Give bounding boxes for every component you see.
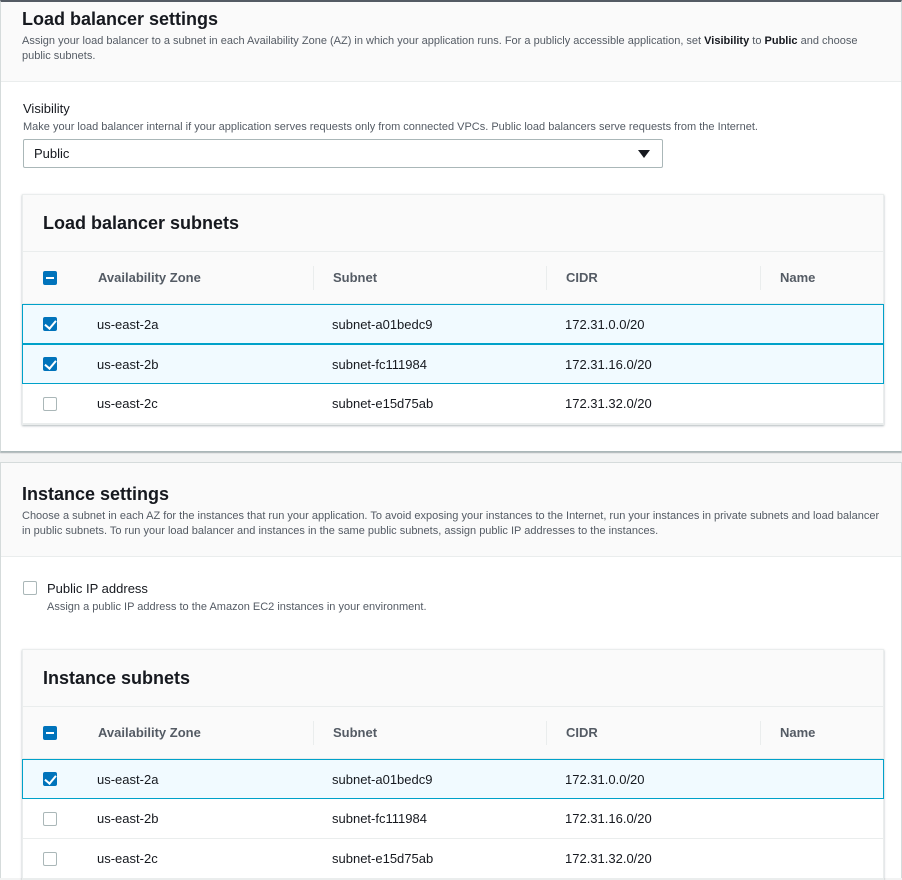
lb-desc-text-1: Assign your load balancer to a subnet in each Availability Zone (AZ) in which your application runs. For a publicly accessible application, set <box>22 35 705 47</box>
column-divider <box>760 721 761 745</box>
column-cidr[interactable]: CIDR <box>566 725 598 740</box>
table-row[interactable] <box>23 799 883 839</box>
row-subnet: subnet-e15d75ab <box>332 851 434 866</box>
public-ip-checkbox[interactable] <box>23 581 37 595</box>
table-row[interactable] <box>22 759 884 799</box>
select-all-checkbox[interactable] <box>43 271 57 285</box>
table-row[interactable] <box>22 344 884 384</box>
inst-panel-description: Choose a subnet in each AZ for the instances that run your application. To avoid exposing your instances to the Internet, run your instances in private subnets and load balancer in public subnets. To run your load balancer and instances in the same public subnets, assign public IP addresses to the instances. <box>22 510 880 537</box>
row-checkbox[interactable] <box>43 852 57 866</box>
select-all-checkbox[interactable] <box>43 726 57 740</box>
public-ip-description: Assign a public IP address to the Amazon EC2 instances in your environment. <box>47 601 427 613</box>
instance-subnets-table <box>22 649 884 880</box>
lb-panel-description <box>22 34 880 64</box>
column-subnet[interactable]: Subnet <box>333 270 378 285</box>
column-divider <box>760 266 761 290</box>
column-divider <box>546 266 547 290</box>
table-row[interactable] <box>23 839 883 879</box>
instance-settings-panel <box>0 462 902 878</box>
instance-subnets-header-row <box>23 707 883 759</box>
row-checkbox[interactable] <box>43 772 57 786</box>
row-checkbox[interactable] <box>43 317 57 331</box>
row-subnet: subnet-a01bedc9 <box>332 772 433 787</box>
visibility-select[interactable] <box>23 139 663 168</box>
visibility-label: Visibility <box>23 101 70 116</box>
visibility-description: Make your load balancer internal if your application serves requests only from connected VPCs. Public load balancers serve requests from the Internet. <box>23 121 758 133</box>
instance-subnets-title: Instance subnets <box>23 650 883 707</box>
column-divider <box>313 266 314 290</box>
row-subnet: subnet-fc111984 <box>332 811 427 826</box>
column-availability-zone[interactable]: Availability Zone <box>98 270 201 285</box>
public-ip-label[interactable]: Public IP address <box>47 581 148 596</box>
table-row[interactable] <box>23 384 883 424</box>
lb-subnets-header-row <box>23 252 883 304</box>
row-az: us-east-2a <box>97 772 159 787</box>
column-name[interactable]: Name <box>780 270 816 285</box>
lb-desc-text-2: to <box>749 35 765 47</box>
lb-subnets-table <box>22 194 884 425</box>
row-cidr: 172.31.16.0/20 <box>565 357 652 372</box>
visibility-selected-value: Public <box>34 146 70 161</box>
column-cidr[interactable]: CIDR <box>566 270 598 285</box>
lb-panel-title: Load balancer settings <box>22 9 219 29</box>
row-az: us-east-2c <box>97 396 158 411</box>
row-subnet: subnet-fc111984 <box>332 357 427 372</box>
row-checkbox[interactable] <box>43 357 57 371</box>
caret-down-icon <box>638 150 650 158</box>
row-cidr: 172.31.16.0/20 <box>565 811 652 826</box>
column-name[interactable]: Name <box>780 725 816 740</box>
row-cidr: 172.31.32.0/20 <box>565 396 652 411</box>
row-checkbox[interactable] <box>43 812 57 826</box>
row-az: us-east-2b <box>97 357 159 372</box>
row-cidr: 172.31.32.0/20 <box>565 851 652 866</box>
column-divider <box>313 721 314 745</box>
inst-panel-title: Instance settings <box>22 484 170 504</box>
column-divider <box>546 721 547 745</box>
row-az: us-east-2b <box>97 811 159 826</box>
inst-panel-header <box>1 463 901 557</box>
row-cidr: 172.31.0.0/20 <box>565 317 645 332</box>
lb-desc-bold-visibility: Visibility <box>704 35 750 47</box>
column-subnet[interactable]: Subnet <box>333 725 378 740</box>
lb-desc-bold-public: Public <box>764 35 798 47</box>
row-subnet: subnet-e15d75ab <box>332 396 434 411</box>
row-subnet: subnet-a01bedc9 <box>332 317 433 332</box>
row-az: us-east-2c <box>97 851 158 866</box>
lb-subnets-title: Load balancer subnets <box>23 195 883 252</box>
lb-panel-header <box>1 2 901 82</box>
row-cidr: 172.31.0.0/20 <box>565 772 645 787</box>
lb-desc-text-3: and choose public subnets. <box>22 35 858 62</box>
table-row[interactable] <box>22 304 884 344</box>
row-checkbox[interactable] <box>43 397 57 411</box>
column-availability-zone[interactable]: Availability Zone <box>98 725 201 740</box>
row-az: us-east-2a <box>97 317 159 332</box>
